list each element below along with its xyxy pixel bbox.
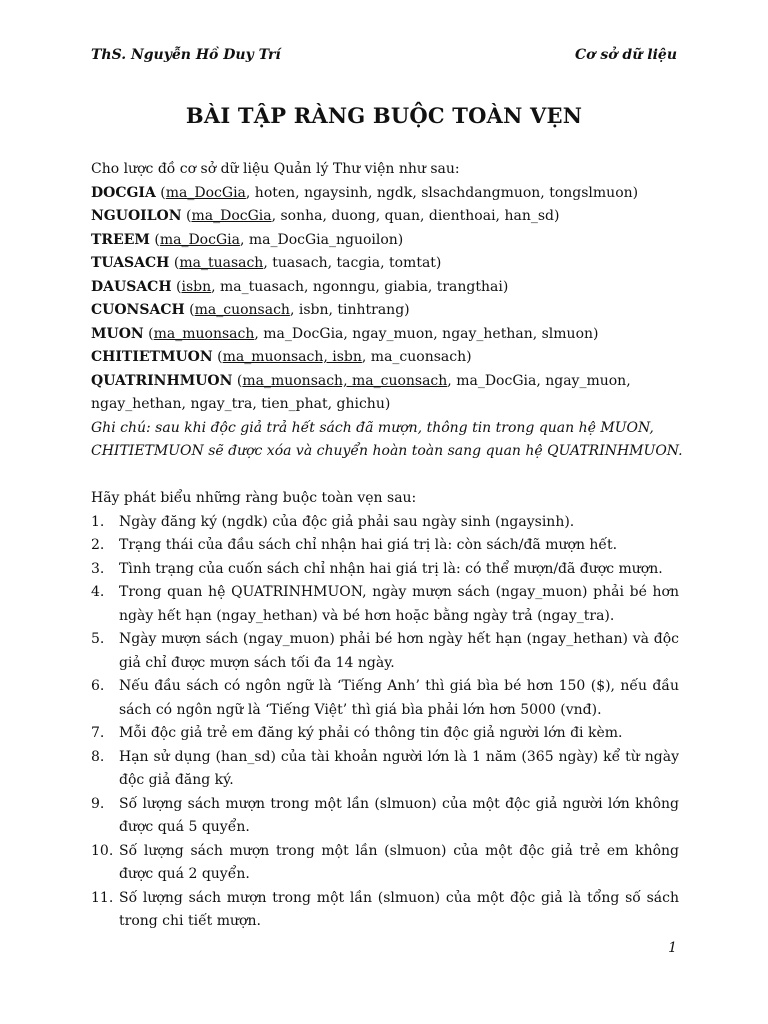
document-body: [91, 158, 683, 934]
list-item: [91, 511, 679, 535]
primary-key: ma_muonsach: [153, 325, 255, 342]
relation-name: CUONSACH: [91, 302, 185, 318]
primary-key: ma_DocGia: [165, 184, 246, 201]
item-text: Hạn sử dụng (han_sd) của tài khoản người lớn là 1 năm (365 ngày) kể từ ngày độc giả đăng ký.: [119, 748, 679, 788]
primary-key: ma_tuasach: [179, 255, 264, 271]
item-number: 9.: [91, 795, 105, 812]
attributes: , hoten, ngaysinh, ngdk, slsachdangmuon, tongslmuon): [245, 184, 639, 201]
document-title: BÀI TẬP RÀNG BUỘC TOÀN VẸN: [185, 103, 583, 128]
relation-name: NGUOILON: [91, 208, 182, 224]
relation-name: TUASACH: [91, 255, 170, 271]
item-text: Ngày mượn sách (ngay_muon) phải bé hơn ngày hết hạn (ngay_hethan) và độc giả chỉ được mượn sách tối đa 14 ngày.: [119, 631, 679, 671]
relation-name: QUATRINHMUON: [91, 372, 233, 389]
task-intro: Hãy phát biểu những ràng buộc toàn vẹn sau:: [91, 490, 417, 506]
schema-quatrinhmuon-cont: ngay_hethan, ngay_tra, tien_phat, ghichu): [91, 396, 391, 412]
list-item: [91, 793, 679, 840]
intro-text: Cho lược đồ cơ sở dữ liệu Quản lý Thư viện như sau:: [91, 161, 460, 177]
note-line-2: CHITIETMUON sẽ được xóa và chuyển hoàn toàn sang quan hệ QUATRINHMUON.: [91, 443, 683, 459]
header-author: ThS. Nguyễn Hồ Duy Trí: [91, 47, 281, 63]
item-number: 8.: [91, 748, 105, 765]
primary-key: isbn: [181, 278, 212, 295]
list-item: [91, 628, 679, 675]
item-text: Mỗi độc giả trẻ em đăng ký phải có thông tin độc giả người lớn đi kèm.: [119, 725, 623, 741]
item-text: Ngày đăng ký (ngdk) của độc giả phải sau ngày sinh (ngaysinh).: [119, 513, 575, 530]
item-number: 7.: [91, 725, 105, 741]
list-item: [91, 887, 679, 934]
primary-key: ma_cuonsach: [194, 302, 290, 318]
item-number: 6.: [91, 678, 105, 694]
relation-name: DAUSACH: [91, 278, 172, 295]
item-number: 1.: [91, 513, 105, 530]
primary-key: ma_DocGia: [191, 208, 272, 224]
list-item: [91, 581, 679, 628]
relation-name: CHITIETMUON: [91, 349, 213, 365]
schema-treem: TREEM (ma_DocGia, ma_DocGia_nguoilon): [91, 231, 404, 248]
relation-name: TREEM: [91, 231, 150, 248]
schema-cuonsach: CUONSACH (ma_cuonsach, isbn, tinhtrang): [91, 302, 410, 318]
attributes: , ma_tuasach, ngonngu, giabia, trangthai): [211, 278, 509, 295]
item-text: Trạng thái của đầu sách chỉ nhận hai giá trị là: còn sách/đã mượn hết.: [119, 537, 618, 553]
attributes: , ma_cuonsach): [361, 349, 472, 365]
list-item: [91, 746, 679, 793]
attributes: , ma_DocGia, ngay_muon,: [447, 372, 631, 389]
item-number: 5.: [91, 631, 105, 647]
schema-nguoilon: NGUOILON (ma_DocGia, sonha, duong, quan, dienthoai, han_sd): [91, 208, 560, 224]
schema-docgia: DOCGIA (ma_DocGia, hoten, ngaysinh, ngdk, slsachdangmuon, tongslmuon): [91, 184, 639, 201]
list-item: [91, 675, 679, 722]
relation-name: MUON: [91, 325, 144, 342]
item-text: Tình trạng của cuốn sách chỉ nhận hai giá trị là: có thể mượn/đã được mượn.: [119, 560, 663, 577]
list-item: [91, 558, 679, 582]
schema-dausach: DAUSACH (isbn, ma_tuasach, ngonngu, giabia, trangthai): [91, 278, 509, 295]
relation-name: DOCGIA: [91, 184, 156, 201]
schema-quatrinhmuon: QUATRINHMUON (ma_muonsach, ma_cuonsach, ma_DocGia, ngay_muon,: [91, 372, 631, 389]
item-text: Số lượng sách mượn trong một lần (slmuon) của một độc giả là tổng số sách trong chi tiết mượn.: [119, 889, 679, 929]
page-header: [91, 47, 677, 63]
item-text: Trong quan hệ QUATRINHMUON, ngày mượn sách (ngay_muon) phải bé hơn ngày hết hạn (ngay_hethan) và bé hơn hoặc bằng ngày trả (ngay_tra).: [119, 584, 679, 624]
attributes: , tuasach, tacgia, tomtat): [263, 255, 442, 271]
attributes: , ma_DocGia_nguoilon): [239, 231, 404, 248]
note-line-1: Ghi chú: sau khi độc giả trả hết sách đã mượn, thông tin trong quan hệ MUON,: [91, 419, 654, 436]
item-number: 3.: [91, 560, 105, 577]
item-number: 11.: [91, 889, 114, 906]
list-item: [91, 534, 679, 558]
page-number: 1: [668, 940, 677, 956]
item-number: 2.: [91, 537, 105, 553]
item-text: Số lượng sách mượn trong một lần (slmuon) của một độc giả trẻ em không được quá 2 quyển.: [119, 842, 679, 882]
attributes: , sonha, duong, quan, dienthoai, han_sd): [271, 208, 560, 224]
item-text: Số lượng sách mượn trong một lần (slmuon) của một độc giả người lớn không được quá 5 quyển.: [119, 795, 679, 835]
schema-tuasach: TUASACH (ma_tuasach, tuasach, tacgia, tomtat): [91, 255, 442, 271]
list-item: [91, 840, 679, 887]
paragraph-spacer: [91, 464, 679, 488]
primary-key: ma_muonsach, isbn: [222, 349, 362, 365]
item-number: 4.: [91, 584, 105, 600]
item-number: 10.: [91, 842, 114, 859]
primary-key: ma_DocGia: [159, 231, 240, 248]
constraint-list: [91, 511, 679, 934]
header-subject: Cơ sở dữ liệu: [574, 47, 677, 63]
item-text: Nếu đầu sách có ngôn ngữ là ‘Tiếng Anh’ thì giá bìa bé hơn 150 ($), nếu đầu sách có ngôn ngữ là ‘Tiếng Việt’ thì giá bìa phải lớn hơn 5000 (vnđ).: [119, 678, 679, 718]
attributes: , isbn, tinhtrang): [289, 302, 410, 318]
list-item: [91, 722, 679, 746]
attributes: , ma_DocGia, ngay_muon, ngay_hethan, slmuon): [254, 325, 599, 342]
schema-chitietmuon: CHITIETMUON (ma_muonsach, isbn, ma_cuonsach): [91, 349, 472, 365]
schema-muon: MUON (ma_muonsach, ma_DocGia, ngay_muon, ngay_hethan, slmuon): [91, 325, 599, 342]
primary-key: ma_muonsach, ma_cuonsach: [242, 372, 448, 389]
